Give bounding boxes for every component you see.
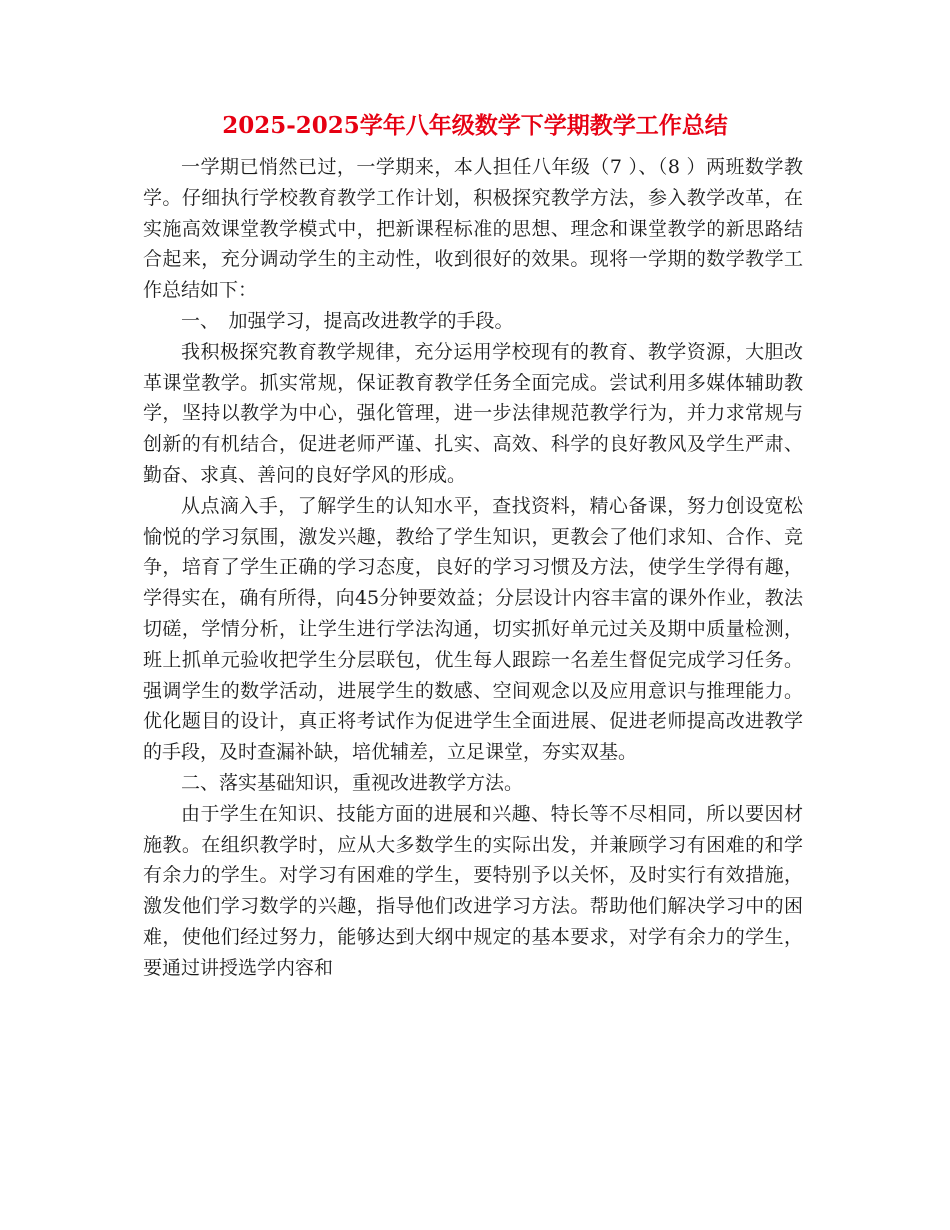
document-title: 2025-2025学年八年级数学下学期教学工作总结 xyxy=(222,112,728,139)
paragraph-section-1b: 从点滴入手，了解学生的认知水平，查找资料，精心备课，努力创设宽松愉悦的学习氛围，激发兴趣，教给了学生知识，更教会了他们求知、合作、竞争，培育了学生正确的学习态度，良好的学习习惯及方法，使学生学得有趣，学得实在，确有所得，向45分钟要效益；分层设计内容丰富的课外作业，教法切磋，学情分析，让学生进行学法沟通，切实抓好单元过关及期中质量检测，班上抓单元验收把学生分层联包，优生每人跟踪一名差生督促完成学习任务。强调学生的数学活动，进展学生的数感、空间观念以及应用意识与推理能力。优化题目的设计，真正将考试作为促进学生全面进展、促进老师提高改进教学的手段，及时查漏补缺，培优辅差，立足课堂，夯实双基。 xyxy=(143,494,803,764)
paragraph-section-2a: 由于学生在知识、技能方面的进展和兴趣、特长等不尽相同，所以要因材施教。在组织教学时，应从大多数学生的实际出发，并兼顾学习有困难的和学有余力的学生。对学习有困难的学生，要特别予以关怀，及时实行有效措施，激发他们学习数学的兴趣，指导他们改进学习方法。帮助他们解决学习中的困难，使他们经过努力，能够达到大纲中规定的基本要求，对学有余力的学生，要通过讲授选学内容和 xyxy=(143,802,803,979)
section-heading-1: 一、 加强学习，提高改进教学的手段。 xyxy=(181,309,514,332)
section-heading-2: 二、落实基础知识，重视改进教学方法。 xyxy=(181,771,524,794)
paragraph-section-1a: 我积极探究教育教学规律，充分运用学校现有的教育、教学资源，大胆改革课堂教学。抓实常规，保证教育教学任务全面完成。尝试利用多媒体辅助教学，坚持以教学为中心，强化管理，进一步法律规范教学行为，并力求常规与创新的有机结合，促进老师严谨、扎实、高效、科学的良好教风及学生严肃、勤奋、求真、善问的良好学风的形成。 xyxy=(143,340,803,486)
document-body xyxy=(143,152,803,984)
paragraph-intro: 一学期已悄然已过，一学期来，本人担任八年级（7 ）、（8 ）两班数学教学。仔细执行学校教育教学工作计划，积极探究教学方法，参入教学改革，在实施高效课堂教学模式中，把新课程标准的思想、理念和课堂教学的新思路结合起来，充分调动学生的主动性，收到很好的效果。现将一学期的数学教学工作总结如下： xyxy=(143,156,803,302)
